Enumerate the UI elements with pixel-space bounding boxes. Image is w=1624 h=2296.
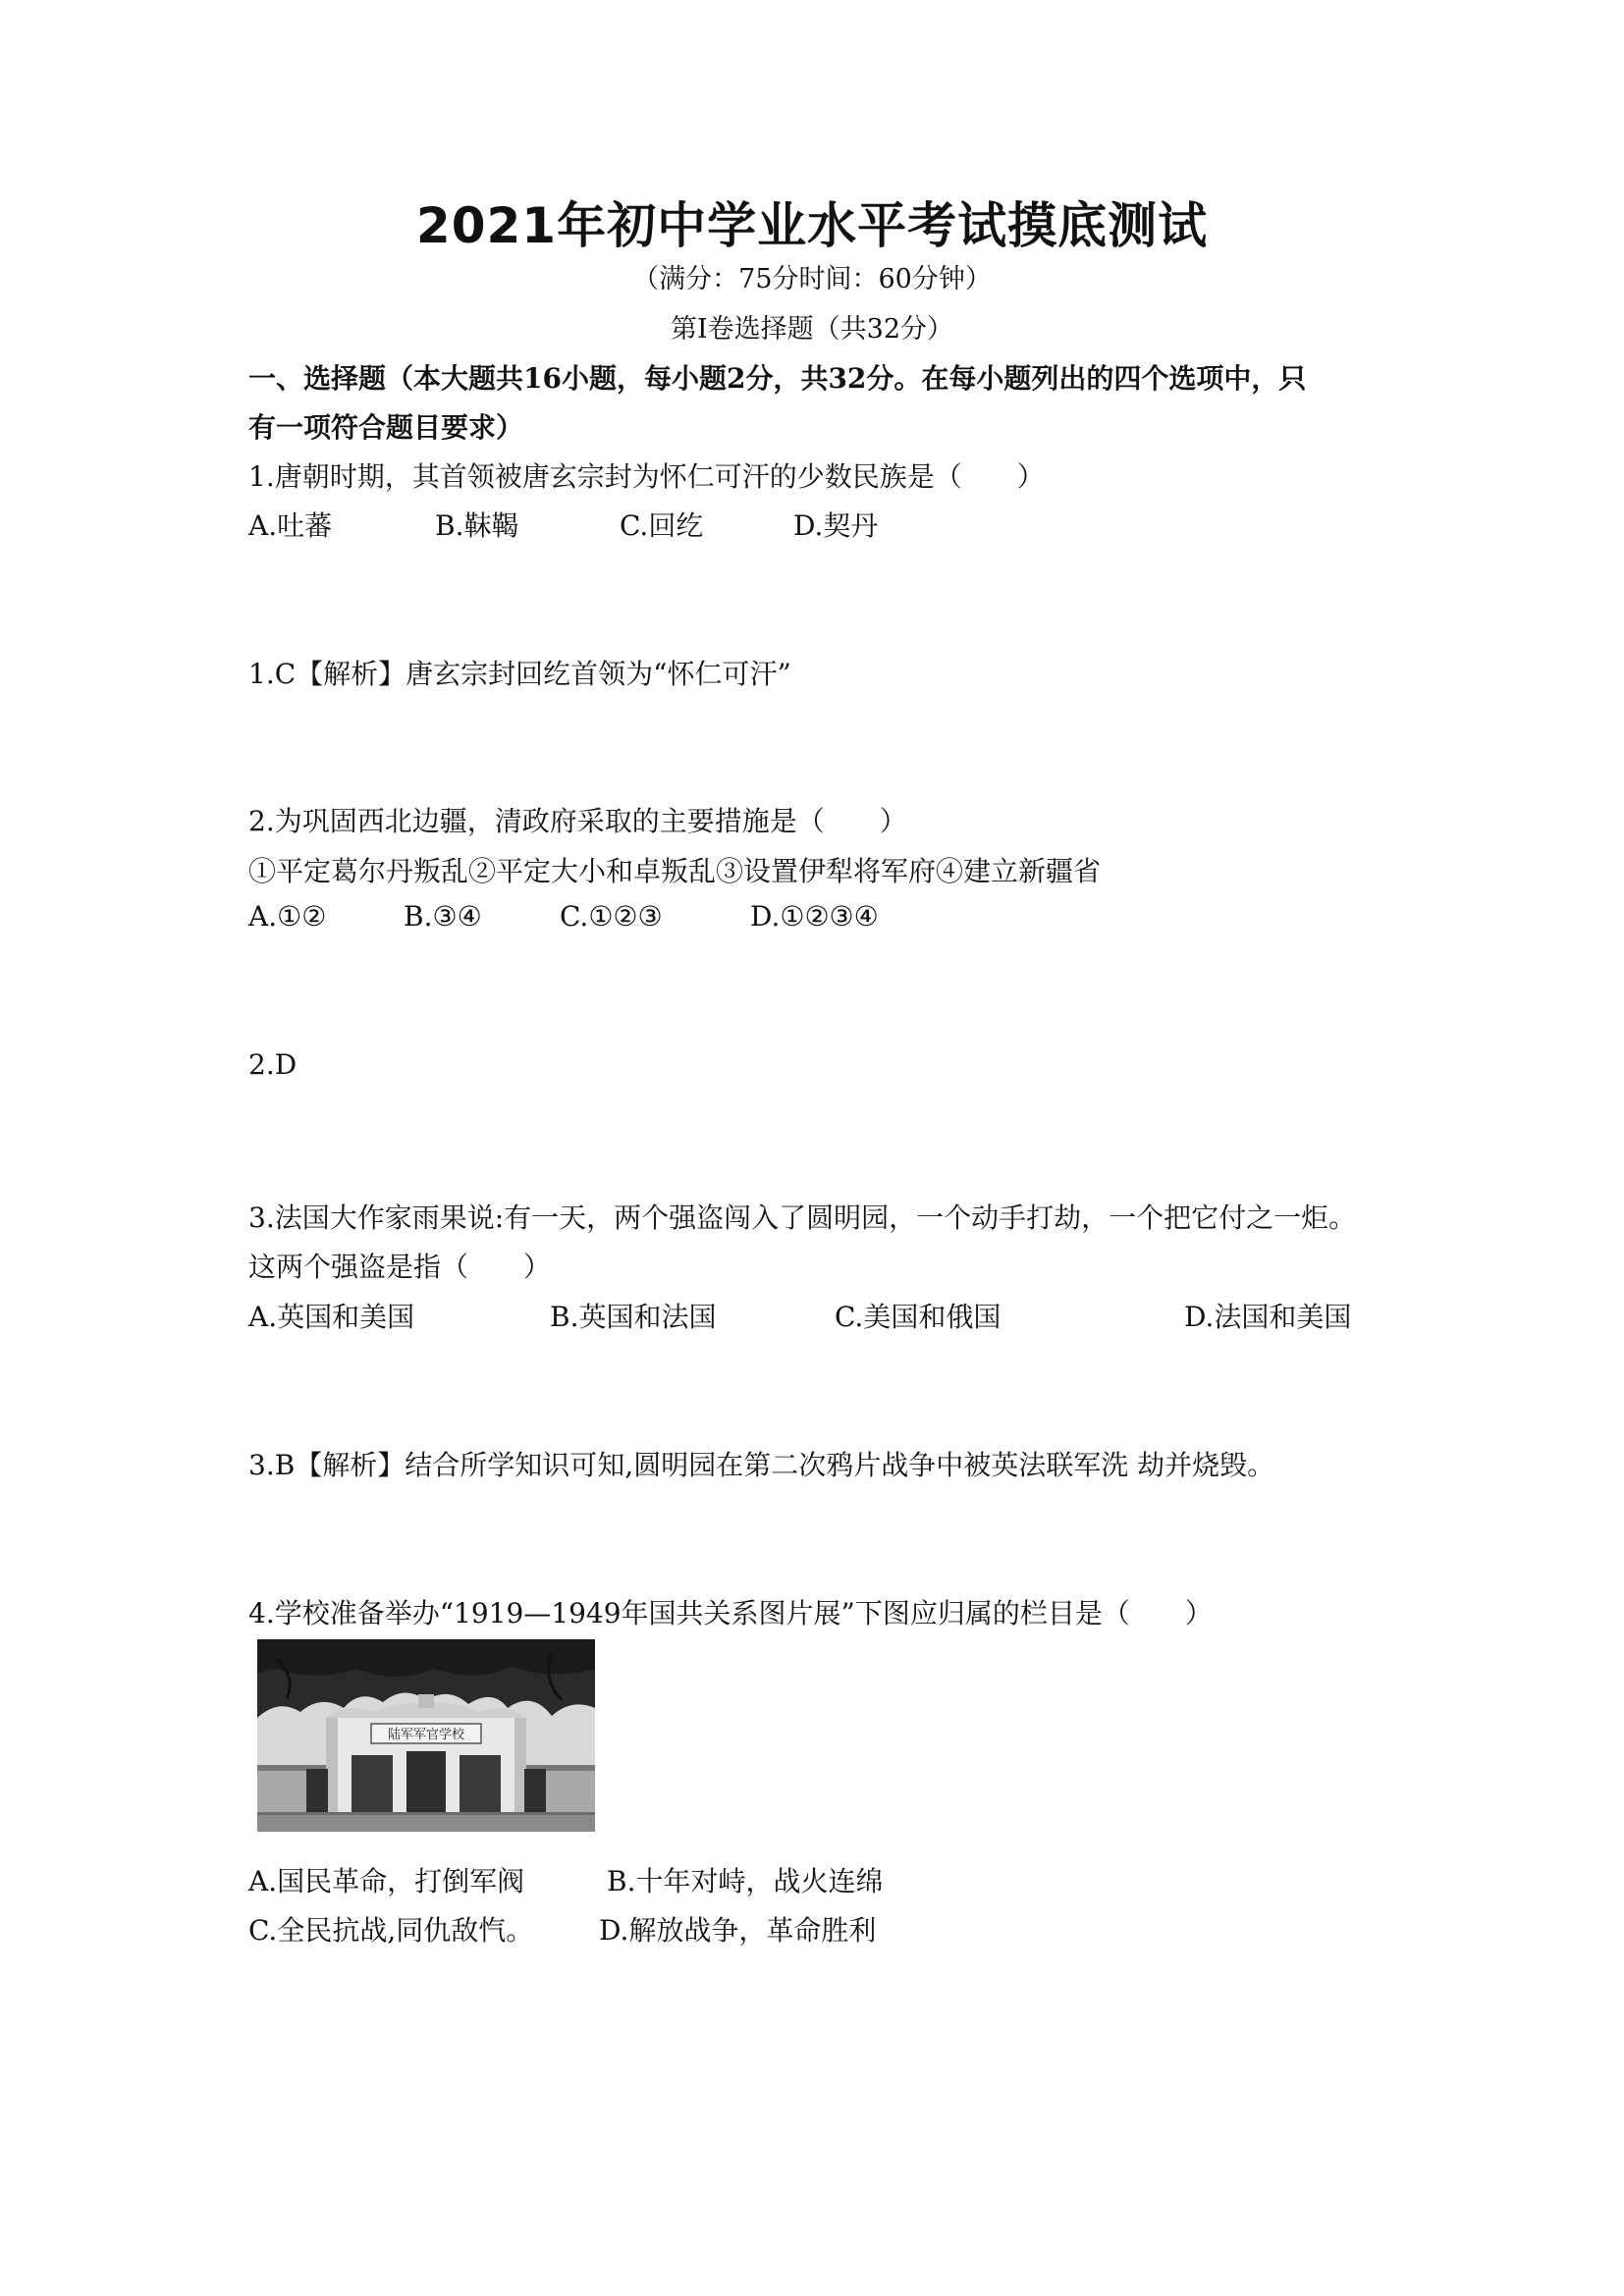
question-4-option-b: B.十年对峙，战火连绵	[607, 1865, 884, 1897]
question-1-option-c: C.回纥	[620, 509, 704, 542]
question-2-option-c: C.①②③	[560, 900, 663, 933]
question-4-option-d: D.解放战争，革命胜利	[599, 1914, 877, 1947]
question-2-option-d: D.①②③④	[750, 900, 879, 933]
question-2-answer: 2.D	[248, 1048, 298, 1081]
exam-title: 2021年初中学业水平考试摸底测试	[415, 197, 1209, 254]
question-4-option-a: A.国民革命，打倒军阀	[248, 1865, 525, 1897]
question-1-answer: 1.C【解析】唐玄宗封回纥首领为“怀仁可汗”	[248, 658, 791, 690]
question-2-option-a: A.①②	[248, 900, 327, 933]
question-2-items: ①平定葛尔丹叛乱②平定大小和卓叛乱③设置伊犁将军府④建立新疆省	[248, 855, 1102, 887]
question-3-answer: 3.B【解析】结合所学知识可知,圆明园在第二次鸦片战争中被英法联军洗 劫并烧毁。	[248, 1449, 1275, 1481]
exam-subtitle: （满分：75分时间：60分钟）	[632, 264, 992, 294]
question-1-option-b: B.靺鞨	[435, 509, 519, 542]
question-3-option-a: A.英国和美国	[248, 1301, 415, 1333]
question-4-stem: 4.学校准备举办“1919—1949年国共关系图片展”下图应归属的栏目是（ ）	[248, 1597, 1213, 1629]
academy-gate-photo	[257, 1639, 595, 1832]
question-3-stem-line1: 3.法国大作家雨果说:有一天，两个强盗闯入了圆明园，一个动手打劫，一个把它付之一炬。	[248, 1201, 1357, 1234]
question-3-option-b: B.英国和法国	[550, 1301, 717, 1333]
question-1-option-d: D.契丹	[793, 509, 879, 542]
question-4-option-c: C.全民抗战,同仇敌忾。	[248, 1914, 534, 1947]
section-instruction-line2: 有一项符合题目要求）	[248, 411, 524, 444]
part-title: 第Ⅰ卷选择题（共32分）	[670, 314, 954, 345]
question-2-option-b: B.③④	[404, 900, 482, 933]
photo-sign-text: 陆军军官学校	[387, 1728, 465, 1742]
question-3-option-c: C.美国和俄国	[835, 1301, 1001, 1333]
question-1-stem: 1.唐朝时期，其首领被唐玄宗封为怀仁可汗的少数民族是（ ）	[248, 460, 1045, 493]
question-3-option-d: D.法国和美国	[1184, 1301, 1352, 1333]
question-2-stem: 2.为巩固西北边疆，清政府采取的主要措施是（ ）	[248, 805, 907, 837]
section-instruction-line1: 一、选择题（本大题共16小题，每小题2分，共32分。在每小题列出的四个选项中，只	[248, 362, 1307, 395]
question-3-stem-line2: 这两个强盗是指（ ）	[248, 1251, 552, 1283]
question-1-option-a: A.吐蕃	[248, 509, 333, 542]
